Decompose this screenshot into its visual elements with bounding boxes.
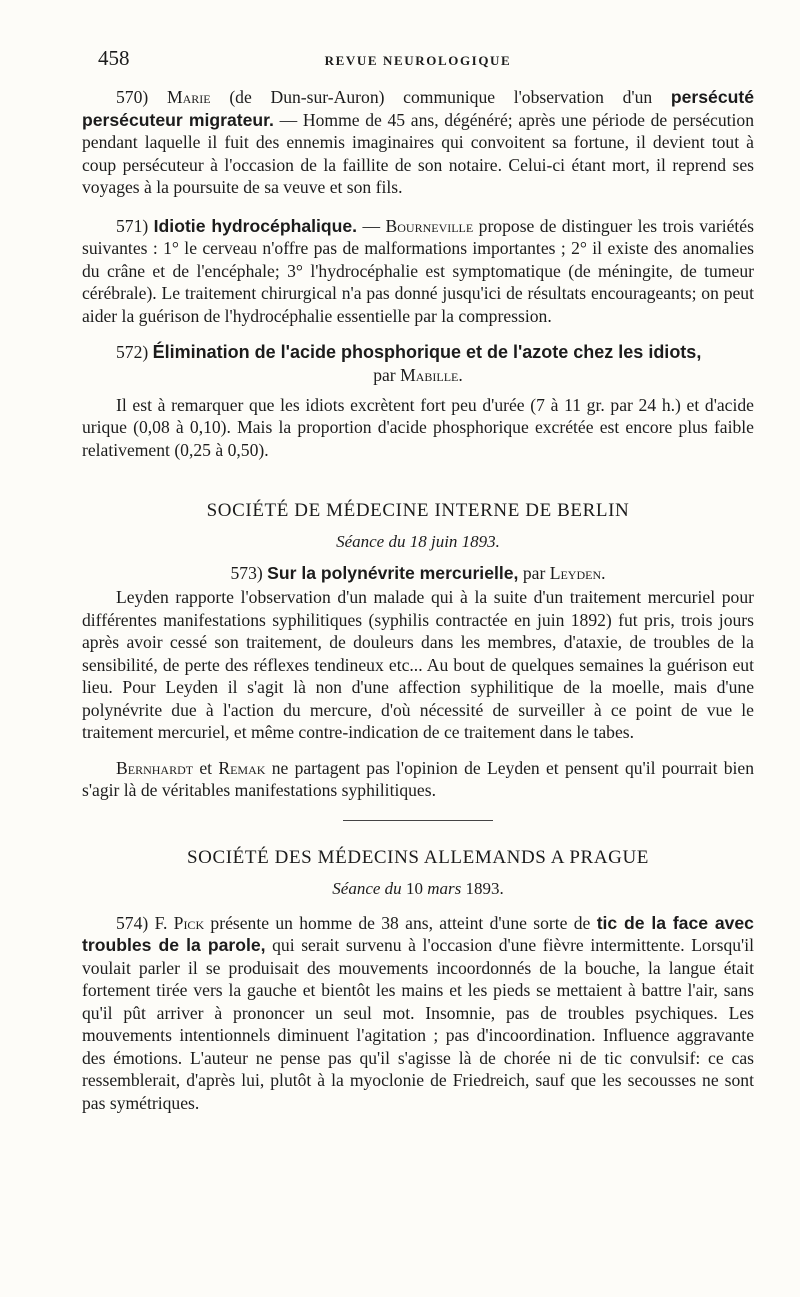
author-name: Bernhardt (116, 757, 194, 778)
session-date-month: mars (427, 878, 462, 898)
abstract-574 (82, 912, 754, 1115)
abstract-number: 570) (116, 87, 149, 107)
abstract-571 (82, 215, 754, 328)
par-word: par (373, 364, 396, 385)
abstract-number: 574) (116, 912, 149, 933)
abstract-number: 572) (116, 342, 149, 362)
abstract-573-heading (82, 562, 754, 584)
abstract-title: Idiotie hydrocéphalique. (153, 215, 358, 236)
abstract-570 (82, 86, 754, 199)
abstract-lead: présente un homme de 38 ans, atteint d'une sorte de (210, 912, 591, 933)
session-date-prefix: Séance du (332, 878, 402, 898)
author-name: Leyden. (549, 563, 606, 583)
author-name: Pick (173, 912, 205, 933)
abstract-572-body: Il est à remarquer que les idiots excrètent fort peu d'urée (7 à 11 gr. par 24 h.) et d'acide urique (0,08 à 0,10). Mais la proportion d'acide phosphorique excrétée est encore plus faible relativement (0,25 à 0,50). (82, 394, 754, 460)
abstract-number: 573) (230, 563, 263, 583)
abstract-number: 571) (116, 215, 149, 236)
par-word: par (522, 563, 546, 583)
abstract-title: tic de la face avec troubles de la parole, (82, 912, 754, 955)
page-number: 458 (98, 46, 130, 70)
session-date-year: 1893. (465, 878, 504, 898)
abstract-573-body: Leyden rapporte l'observation d'un malade qui à la suite d'un traitement mercuriel pour différentes manifestations syphilitiques (syphilis contractée en juin 1892) fut pris, trois jours après avoir cessé son traitement, de douleurs dans les membres, d'ataxie, de troubles de la sensibilité, de perte des réflexes tendineux etc... Au bout de quelques semaines la guérison eut lieu. Pour Leyden il s'agit là non d'une affection syphilitique de la moelle, mais d'une polynévrite due à l'action du mercure, d'où nécessité de surveiller à ce point de vue le traitement mercuriel, et même contre-indication de ce traitement dans le tabes. (82, 587, 754, 742)
author-initial: F. (154, 912, 168, 933)
abstract-title: Élimination de l'acide phosphorique et de l'azote chez les idiots, (152, 342, 702, 362)
journal-title: REVUE NEUROLOGIQUE (324, 53, 512, 68)
abstract-body: propose de distinguer les trois variétés suivantes : 1° le cerveau n'offre pas de malformations importantes ; 2° il existe des anomalies du crâne et de l'encéphale; 3° l'hydrocéphalie est symptomatique (de méningite, de tumeur cérébrale). Le traitement chirurgical n'a pas donné jusqu'ici de résultats encourageants; on peut aider la guérison de l'hydrocéphalie essentielle par la compression. (82, 215, 754, 326)
author-name: Remak (218, 757, 266, 778)
session-date (82, 878, 754, 900)
reply-body: ne partagent pas l'opinion de Leyden et pensent qu'il pourrait bien s'agir là de véritables manifestations syphilitiques. (82, 757, 755, 800)
author-name: Marie (166, 87, 211, 107)
abstract-title: persécuté persécuteur migrateur. (82, 87, 755, 130)
society-heading-prague: SOCIÉTÉ DES MÉDECINS ALLEMANDS A PRAGUE (186, 846, 649, 868)
abstract-lead: (de Dun-sur-Auron) communique l'observation d'un (229, 87, 653, 107)
abstract-572-heading (82, 341, 754, 386)
abstract-573-reply (82, 757, 754, 802)
journal-page (82, 40, 754, 1114)
author-name: Mabille. (400, 364, 463, 385)
society-heading-berlin: SOCIÉTÉ DE MÉDECINE INTERNE DE BERLIN (206, 500, 630, 521)
running-head (82, 40, 754, 76)
conjunction: et (199, 757, 213, 778)
session-date-day: 10 (405, 878, 423, 898)
section-divider (343, 820, 493, 821)
author-name: Bourneville (385, 215, 474, 236)
abstract-body: — Homme de 45 ans, dégénéré; après une période de persécution pendant laquelle il fuit des ennemis imaginaires qui convoitent sa fortune, il devient tout à coup persécuteur à l'occasion de la faillite de son notaire. Celui-ci étant mort, il reprend ses voyages à la poursuite de sa veuve et son fils. (82, 109, 754, 197)
abstract-title: Sur la polynévrite mercurielle, (267, 563, 519, 583)
abstract-body: qui serait survenu à l'occasion d'une fièvre intermittente. Lorsqu'il voulait parler il se produisait des mouvements incoordonnés de la bouche, la langue était fortement tirée vers la gauche et bientôt les mains et les pieds se mettaient à battre l'air, sans qu'il pût arriver à prononcer un seul mot. Insomnie, pas de troubles psychiques. Les mouvements intentionnels diminuent l'agitation ; pas d'incoordination. Influence aggravante des émotions. L'auteur ne pense pas qu'il s'agisse là de chorée ni de tic convulsif: ce cas ressemblerait, d'après lui, plutôt à la myoclonie de Friedreich, sauf que les secousses ne sont pas symétriques. (82, 935, 754, 1113)
dash: — (362, 215, 381, 236)
session-date: Séance du 18 juin 1893. (336, 532, 500, 551)
